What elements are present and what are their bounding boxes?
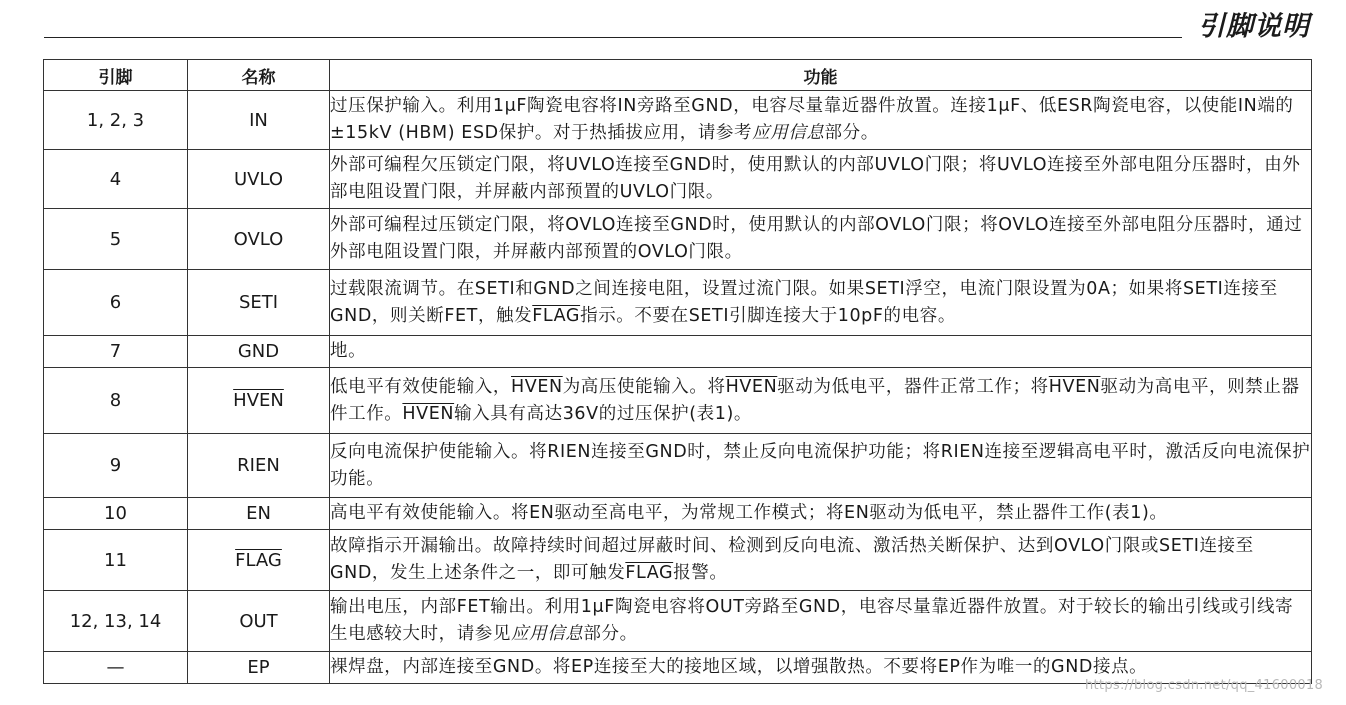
pin-number-cell: 11 <box>44 530 188 591</box>
function-text-segment: 指示。不要在SETI引脚连接大于10pF的电容。 <box>580 305 956 326</box>
pin-name-cell: HVEN <box>188 368 330 434</box>
pin-function-cell <box>330 270 1312 336</box>
pin-function-cell <box>330 498 1312 530</box>
function-text-segment: 输出电压，内部FET输出。利用1μF陶瓷电容将OUT旁路至GND，电容尽量靠近器件放置。对于较长的输出引线或引线寄生电感较大时，请参见 <box>330 597 1294 644</box>
pin-number-cell: 9 <box>44 434 188 498</box>
function-text-segment: 输入具有高达36V的过压保护(表1)。 <box>454 403 753 424</box>
table-row <box>44 368 1312 434</box>
function-text-segment: 反向电流保护使能输入。将RIEN连接至GND时，禁止反向电流保护功能；将RIEN连接至逻辑高电平时，激活反向电流保护功能。 <box>330 441 1311 489</box>
function-text-segment: HVEN <box>511 376 563 397</box>
function-text-segment: 低电平有效使能输入， <box>330 376 511 397</box>
pin-name-cell: RIEN <box>188 434 330 498</box>
pin-number-cell: 8 <box>44 368 188 434</box>
table-row <box>44 434 1312 498</box>
watermark: https://blog.csdn.net/qq_41600018 <box>1085 678 1324 693</box>
table-row <box>44 209 1312 270</box>
function-text-segment: 过载限流调节。在SETI和GND之间连接电阻，设置过流门限。如果SETI浮空，电流门限设置为0A；如果将SETI连接至GND，则关断FET，触发 <box>330 278 1278 326</box>
pin-function-cell <box>330 150 1312 209</box>
pin-number-cell: 6 <box>44 270 188 336</box>
pin-function-cell <box>330 368 1312 434</box>
pin-function-cell <box>330 434 1312 498</box>
function-text-segment: 过压保护输入。利用1μF陶瓷电容将IN旁路至GND，电容尽量靠近器件放置。连接1μF、低ESR陶瓷电容，以使能IN端的±15kV (HBM) ESD保护。对于热插拔应用，请参考 <box>330 96 1294 143</box>
function-text-segment: 外部可编程过压锁定门限，将OVLO连接至GND时，使用默认的内部OVLO门限；将OVLO连接至外部电阻分压器时，通过外部电阻设置门限，并屏蔽内部预置的OVLO门限。 <box>330 215 1303 262</box>
table-row <box>44 150 1312 209</box>
pin-number-cell: 12, 13, 14 <box>44 591 188 652</box>
function-text-segment: 故障指示开漏输出。故障持续时间超过屏蔽时间、检测到反向电流、激活热关断保护、达到OVLO门限或SETI连接至GND，发生上述条件之一，即可触发 <box>330 536 1254 583</box>
function-text-segment: 报警。 <box>673 563 728 583</box>
table-header-row <box>44 60 1312 91</box>
function-text-segment: 为高压使能输入。将 <box>562 376 726 397</box>
table-row <box>44 270 1312 336</box>
pin-function-cell <box>330 336 1312 368</box>
table-row <box>44 591 1312 652</box>
column-header-function: 功能 <box>330 60 1312 91</box>
function-text-segment: HVEN <box>402 403 455 424</box>
function-text-segment: 地。 <box>330 341 367 361</box>
pin-function-cell <box>330 91 1312 150</box>
pin-description-table <box>43 59 1312 684</box>
pin-number-cell: 10 <box>44 498 188 530</box>
function-text-segment: 部分。 <box>583 624 638 644</box>
function-text-segment: HVEN <box>725 376 778 397</box>
pin-number-cell: 1, 2, 3 <box>44 91 188 150</box>
function-text-segment: 应用信息 <box>752 123 825 143</box>
column-header-name: 名称 <box>188 60 330 91</box>
function-text-segment: FLAG <box>532 305 581 326</box>
function-text-segment: 外部可编程欠压锁定门限，将UVLO连接至GND时，使用默认的内部UVLO门限；将UVLO连接至外部电阻分压器时，由外部电阻设置门限，并屏蔽内部预置的UVLO门限。 <box>330 155 1301 202</box>
pin-number-cell: 7 <box>44 336 188 368</box>
pin-name-cell: EP <box>188 652 330 684</box>
pin-name-cell: OVLO <box>188 209 330 270</box>
pin-name-cell: EN <box>188 498 330 530</box>
function-text-segment: 驱动为高电平，则禁止器件工作。 <box>330 376 1300 424</box>
function-text-segment: 驱动为低电平，器件正常工作；将 <box>777 376 1049 397</box>
header-rule <box>44 37 1182 38</box>
pin-number-cell: — <box>44 652 188 684</box>
function-text-segment: FLAG <box>625 563 674 583</box>
section-title: 引脚说明 <box>1198 11 1310 42</box>
table-row <box>44 91 1312 150</box>
pin-name-cell: OUT <box>188 591 330 652</box>
pin-number-cell: 5 <box>44 209 188 270</box>
function-text-segment: HVEN <box>1048 376 1101 397</box>
table-body <box>44 91 1312 684</box>
pin-name-cell: FLAG <box>188 530 330 591</box>
pin-number-cell: 4 <box>44 150 188 209</box>
function-text-segment: 部分。 <box>824 123 879 143</box>
function-text-segment: 裸焊盘，内部连接至GND。将EP连接至大的接地区域，以增强散热。不要将EP作为唯一的GND接点。 <box>330 657 1148 677</box>
table-row <box>44 498 1312 530</box>
function-text-segment: 高电平有效使能输入。将EN驱动至高电平，为常规工作模式；将EN驱动为低电平，禁止器件工作(表1)。 <box>330 503 1168 523</box>
pin-function-cell <box>330 591 1312 652</box>
function-text-segment: 应用信息 <box>511 624 584 644</box>
table-row <box>44 530 1312 591</box>
pin-name-cell: UVLO <box>188 150 330 209</box>
column-header-pin: 引脚 <box>44 60 188 91</box>
pin-function-cell <box>330 209 1312 270</box>
pin-name-cell: IN <box>188 91 330 150</box>
pin-function-cell <box>330 530 1312 591</box>
pin-name-cell: SETI <box>188 270 330 336</box>
pin-name-cell: GND <box>188 336 330 368</box>
table-row <box>44 336 1312 368</box>
